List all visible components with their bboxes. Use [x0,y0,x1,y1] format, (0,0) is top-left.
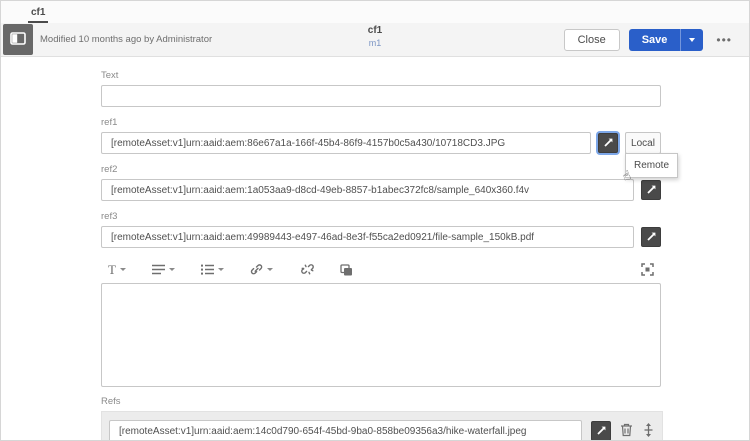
chevron-down-icon [169,268,175,271]
asset-picker-edit-icon [603,136,614,151]
editor-header [1,23,749,57]
hand-pointer-cursor: ☝ [620,168,634,185]
header-actions [564,29,749,51]
chevron-down-icon [218,268,224,271]
save-dropdown-button[interactable] [680,29,703,51]
unlink-button[interactable] [296,262,319,277]
copy-button[interactable] [335,262,358,278]
unlink-icon [301,264,314,275]
hyperlink-button[interactable] [245,262,278,277]
ref1-type-dropdown [620,132,670,185]
tab-cf1[interactable]: cf1 [28,4,48,23]
richtext-content-area[interactable] [101,283,661,387]
ref1-input[interactable] [101,132,591,154]
save-split-button [629,29,704,51]
ref1-type-option-remote[interactable]: Remote [634,160,670,171]
list-format-button[interactable] [196,262,229,277]
field-ref2 [101,164,661,201]
chevron-down-icon [120,268,126,271]
asset-picker-edit-icon [646,230,657,245]
asset-picker-edit-icon [596,424,607,439]
ref1-asset-action-button[interactable] [598,133,618,153]
copy-icon [340,264,353,276]
paragraph-format-button[interactable] [147,262,180,277]
chevron-down-icon [267,268,273,271]
field-text-label: Text [101,70,119,81]
refs-multifield [101,396,663,441]
move-up-down-icon [642,423,655,440]
ref1-type-selected[interactable]: Local [625,132,661,154]
list-format-icon [201,264,214,275]
field-ref1-label: ref1 [101,117,118,128]
fullscreen-button[interactable] [636,261,659,278]
trash-icon [620,423,633,440]
ref2-asset-action-button[interactable] [641,180,661,200]
text-format-icon: T [108,262,116,277]
refs-row [109,420,655,441]
more-actions-button[interactable]: ••• [712,31,736,49]
field-ref3 [101,211,661,248]
fragment-title-block [368,25,382,49]
refs-row-1-delete-button[interactable] [620,423,633,440]
fullscreen-icon [641,263,654,276]
refs-label: Refs [101,396,121,407]
hyperlink-icon [250,264,263,275]
save-button[interactable]: Save [641,33,668,46]
richtext-editor [101,258,661,387]
fragment-title: cf1 [367,25,383,36]
fragment-form [1,57,749,441]
refs-row-1-asset-action-button[interactable] [591,421,611,441]
asset-picker-edit-icon [646,183,657,198]
field-ref2-label: ref2 [101,164,118,175]
modified-status-text: Modified 10 months ago by Administrator [40,34,213,45]
field-ref3-label: ref3 [101,211,118,222]
refs-panel [101,411,663,441]
tab-strip [1,1,749,23]
side-panel-toggle-button[interactable] [3,24,33,55]
chevron-down-icon [689,38,695,42]
ref3-input[interactable] [101,226,634,248]
close-button[interactable]: Close [564,29,620,51]
text-input[interactable] [101,85,661,107]
text-format-button[interactable] [103,261,131,278]
richtext-toolbar [101,258,661,283]
field-text [101,70,661,107]
refs-row-1-input[interactable] [109,420,582,441]
refs-row-1-reorder-button[interactable] [642,423,655,440]
ref1-type-menu [625,153,678,178]
ref3-asset-action-button[interactable] [641,227,661,247]
fragment-model-subtitle: m1 [368,37,382,48]
side-panel-icon [10,32,26,48]
paragraph-format-icon [152,264,165,275]
ref2-input[interactable] [101,179,634,201]
